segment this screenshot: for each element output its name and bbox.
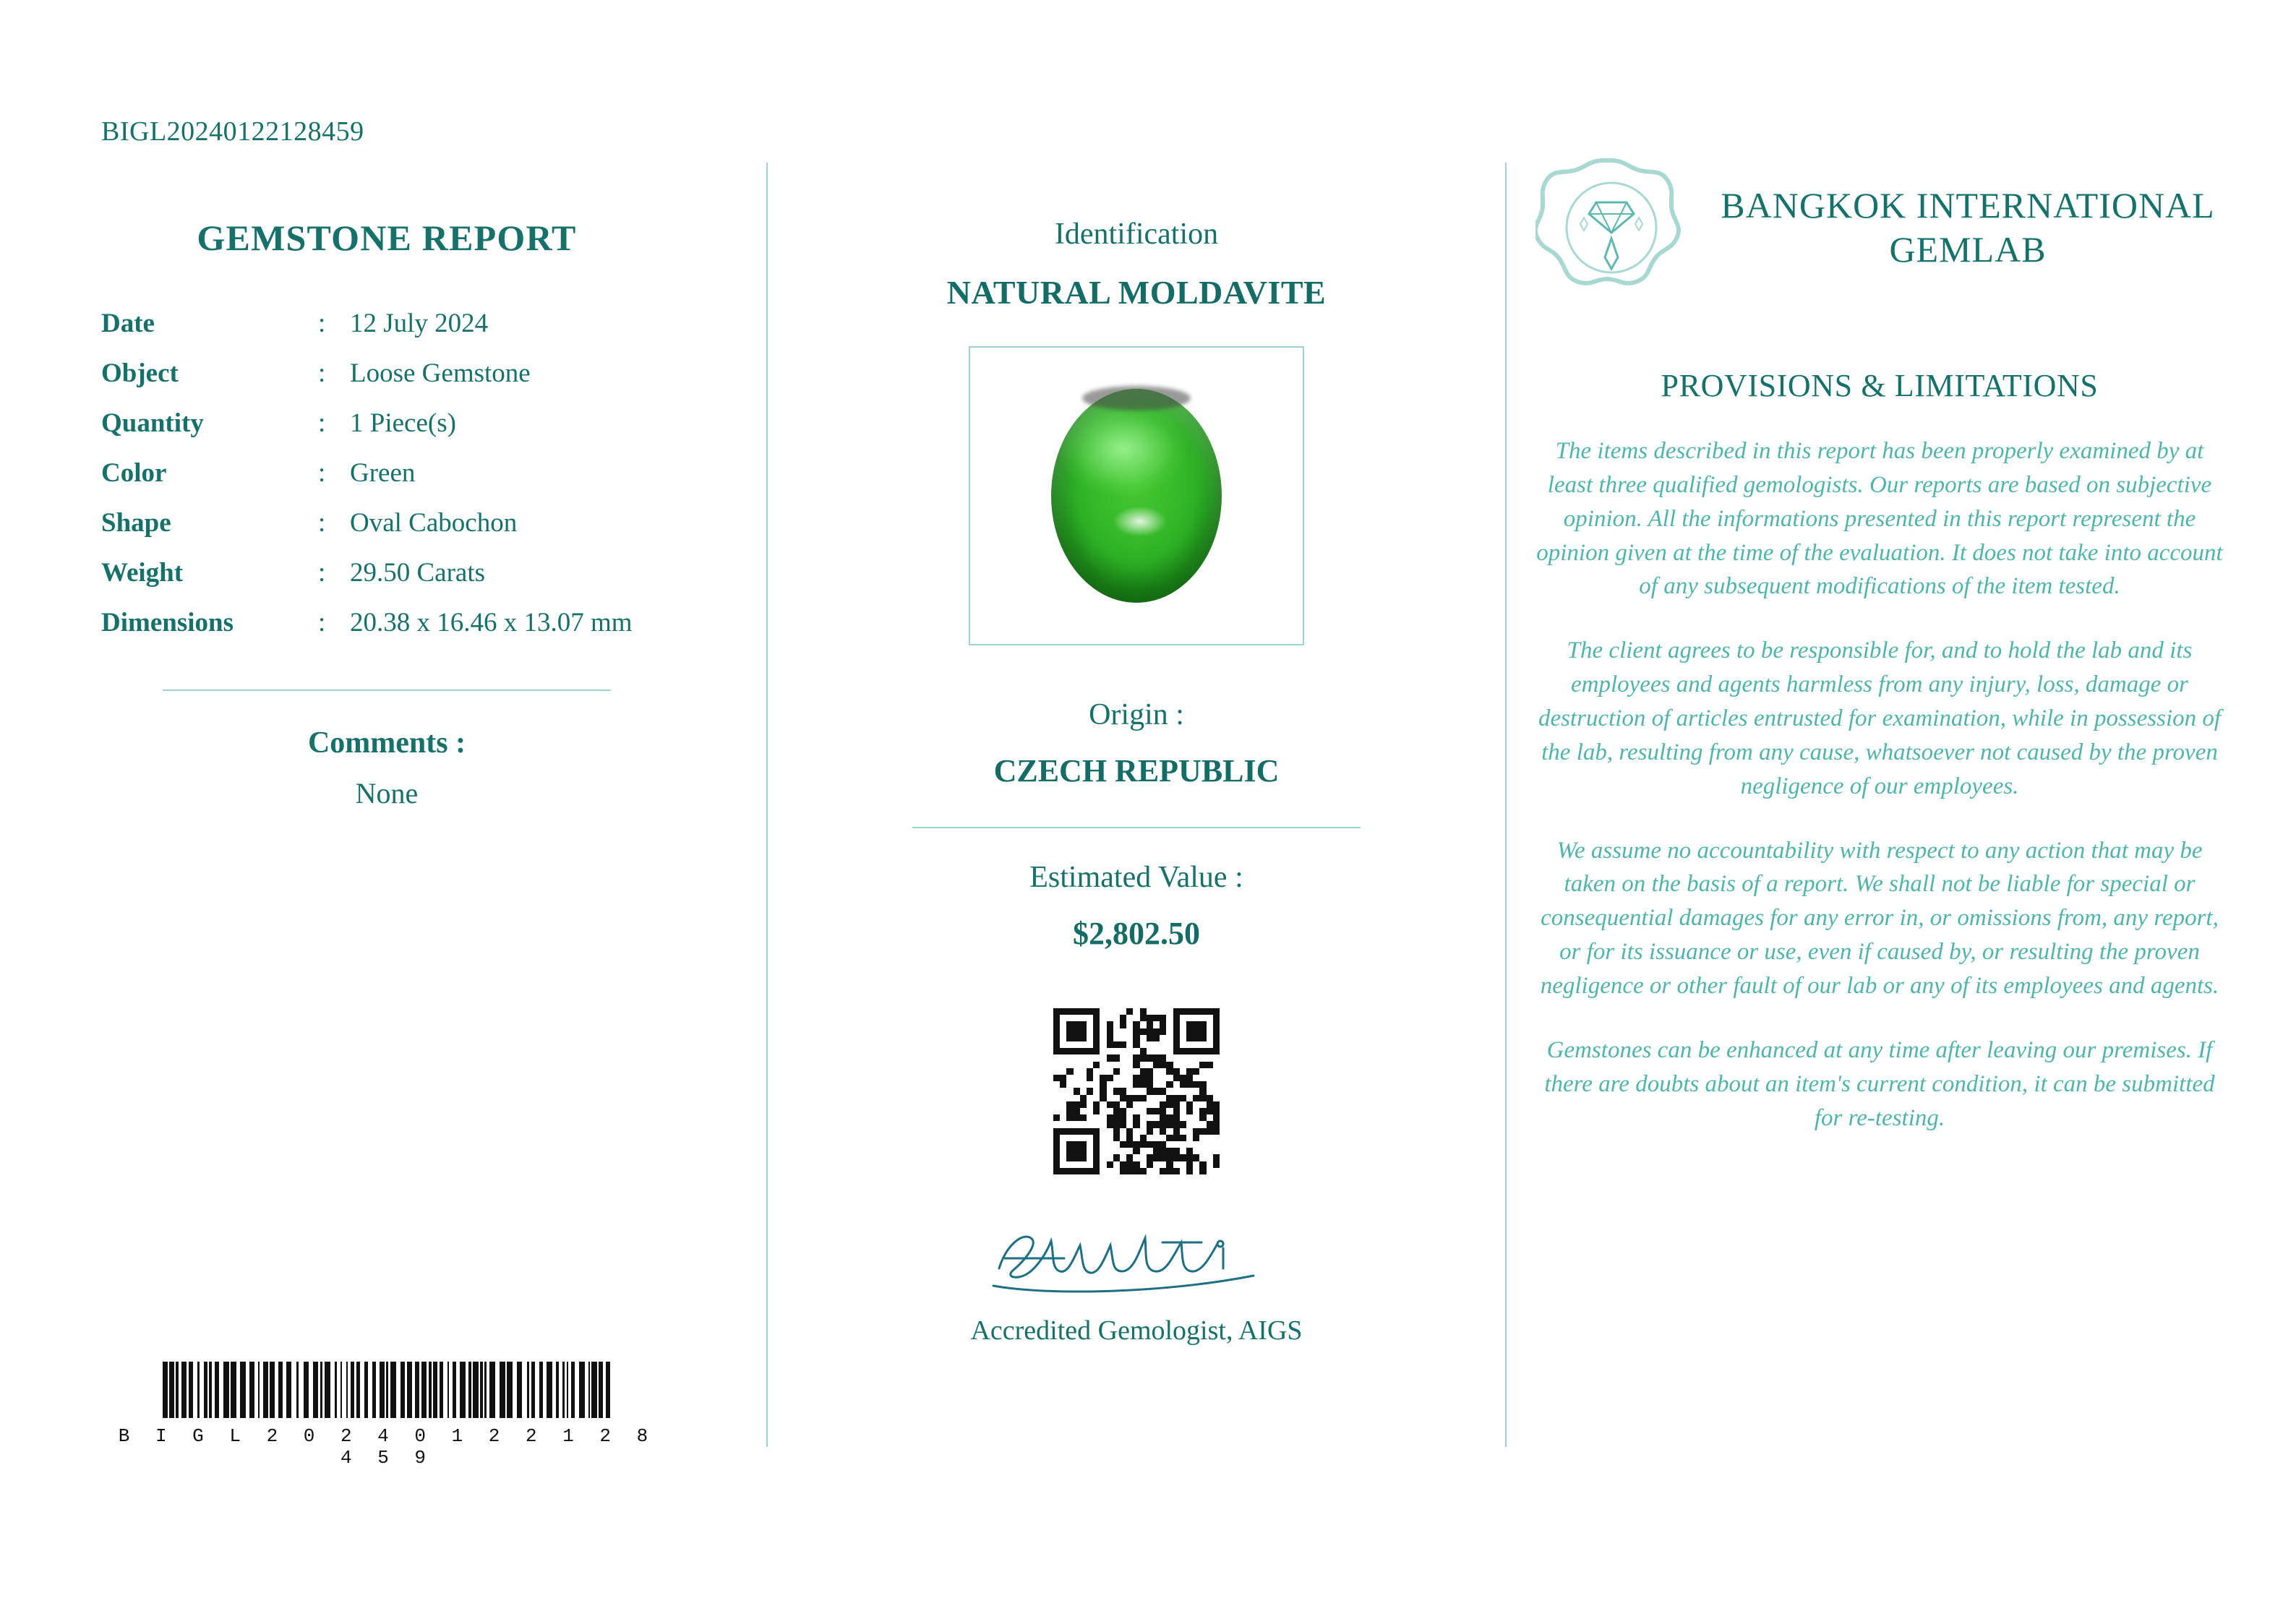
spec-colon: : xyxy=(318,309,326,338)
spec-colon: : xyxy=(318,508,326,538)
spec-value-weight: 29.50 Carats xyxy=(350,558,486,588)
identification-value: NATURAL MOLDAVITE xyxy=(946,274,1327,311)
right-content xyxy=(1535,152,2224,1135)
table-row xyxy=(101,298,633,348)
spec-value-date: 12 July 2024 xyxy=(350,309,489,338)
right-column xyxy=(1507,0,2296,1624)
spec-label-weight: Weight xyxy=(101,558,184,588)
provisions-title: PROVISIONS & LIMITATIONS xyxy=(1661,368,2099,403)
comments-label: Comments : xyxy=(307,726,466,760)
page-title: GEMSTONE REPORT xyxy=(197,218,577,258)
spec-value-color: Green xyxy=(350,458,416,488)
gemstone-photo-frame xyxy=(969,346,1304,645)
table-row xyxy=(101,448,633,498)
spec-label-dimensions: Dimensions xyxy=(101,608,234,637)
provisions-paragraph-1: The items described in this report has been properly examined by at least three qualified gemologists. Our reports are based on subjective opinion. All the informations presented in this report represent the opinion given at the time of the evaluation. It does not take into account of any subsequent modifications of the item tested. xyxy=(1536,438,2223,600)
spec-value-dimensions: 20.38 x 16.46 x 13.07 mm xyxy=(350,608,633,637)
left-column xyxy=(0,0,766,1624)
spec-label-object: Object xyxy=(101,358,179,388)
signature-block xyxy=(768,1216,1505,1346)
middle-content xyxy=(768,217,1505,1346)
spec-value-quantity: 1 Piece(s) xyxy=(350,408,456,438)
middle-column xyxy=(768,0,1505,1624)
provisions-paragraph-2: The client agrees to be responsible for, and to hold the lab and its employees and agents harmless from any injury, loss, damage or destruction of articles entrusted for examination, while in possession of the lab, resulting from any cause, whatsoever not caused by the proven negligence of our employees. xyxy=(1538,637,2222,799)
spec-value-object: Loose Gemstone xyxy=(350,358,531,388)
barcode-block xyxy=(101,1362,672,1469)
barcode-image xyxy=(101,1362,672,1418)
spec-colon: : xyxy=(318,608,326,637)
provisions-paragraph-4: Gemstones can be enhanced at any time after leaving our premises. If there are doubts about an item's current condition, it can be submitted for re-testing. xyxy=(1544,1036,2215,1131)
spec-colon: : xyxy=(318,358,326,388)
table-row xyxy=(101,498,633,548)
spec-colon: : xyxy=(318,408,326,438)
qr-code[interactable] xyxy=(1053,1008,1220,1174)
divider xyxy=(163,689,611,691)
identification-label: Identification xyxy=(1054,218,1219,251)
origin-label: Origin : xyxy=(1089,698,1184,731)
report-id: BIGL20240122128459 xyxy=(101,116,364,147)
signature-icon xyxy=(985,1216,1288,1303)
gemstone-image xyxy=(1051,389,1222,603)
brand-name: BANGKOK INTERNATIONAL GEMLAB xyxy=(1721,185,2215,270)
barcode-text: B I G L 2 0 2 4 0 1 2 2 1 2 8 4 5 9 xyxy=(118,1425,656,1469)
spec-label-color: Color xyxy=(101,458,167,488)
gemlab-logo-icon xyxy=(1535,152,1687,304)
divider xyxy=(912,827,1361,828)
table-row xyxy=(101,548,633,598)
estimated-value-amount: $2,802.50 xyxy=(1073,916,1200,951)
brand-header xyxy=(1535,152,2224,304)
estimated-value-label: Estimated Value : xyxy=(1029,861,1243,894)
specifications-table xyxy=(101,298,633,648)
spec-label-quantity: Quantity xyxy=(101,408,204,438)
table-row xyxy=(101,598,633,648)
left-content xyxy=(101,217,672,810)
accredited-gemologist-text: Accredited Gemologist, AIGS xyxy=(970,1315,1303,1346)
spec-colon: : xyxy=(318,558,326,588)
origin-value: CZECH REPUBLIC xyxy=(993,753,1280,789)
provisions-paragraph-3: We assume no accountability with respect to any action that may be taken on the basis of a report. We shall not be liable for special or consequential damages for any error in, or omissions from, any report, or for its issuance or use, even if caused by, or resulting the proven negligence or other fault of our lab or any of its employees and agents. xyxy=(1540,837,2219,1000)
comments-value: None xyxy=(355,777,419,809)
spec-label-shape: Shape xyxy=(101,508,171,538)
spec-value-shape: Oval Cabochon xyxy=(350,508,518,538)
table-row xyxy=(101,348,633,398)
spec-colon: : xyxy=(318,458,326,488)
spec-label-date: Date xyxy=(101,309,155,338)
table-row xyxy=(101,398,633,448)
